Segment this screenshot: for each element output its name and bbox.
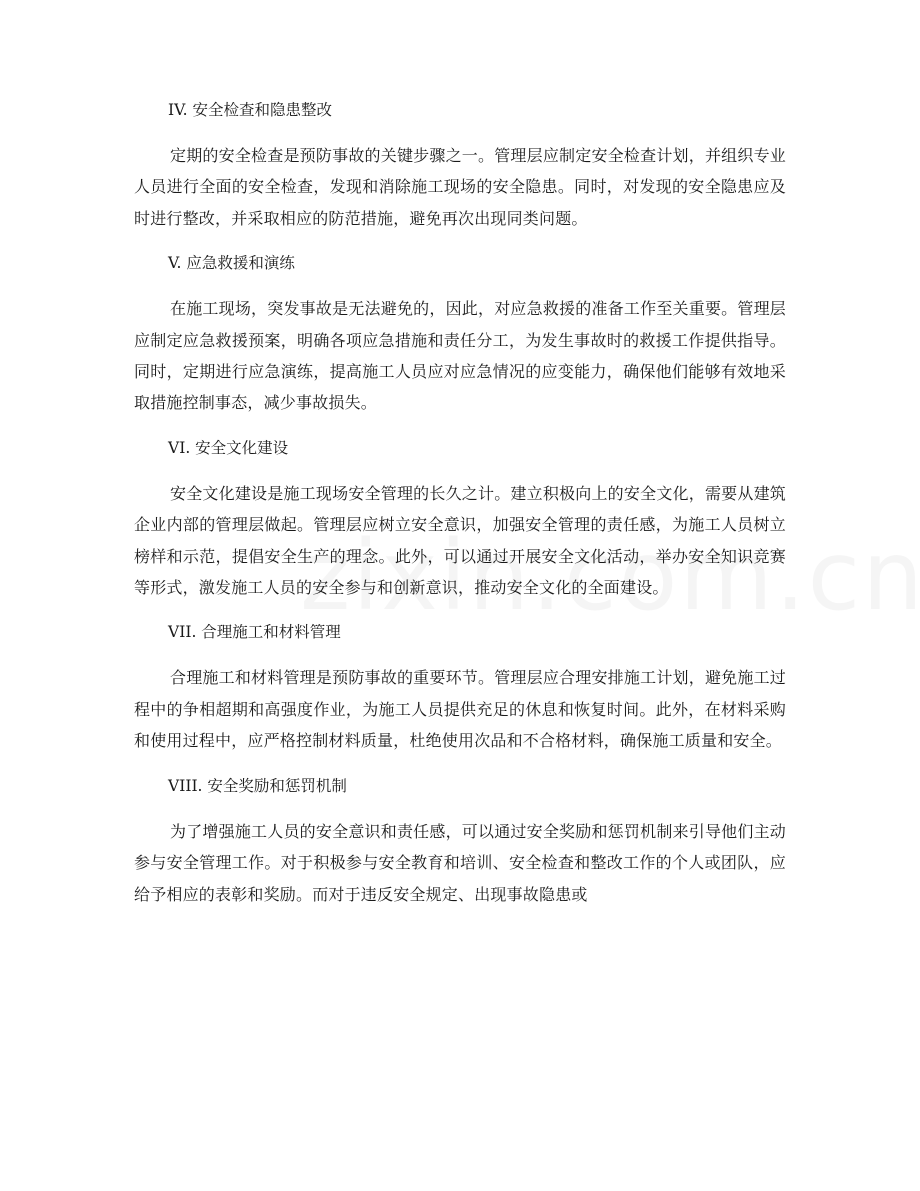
section-heading-vi: VI. 安全文化建设	[168, 438, 289, 457]
section-body-vii: 合理施工和材料管理是预防事故的重要环节。管理层应合理安排施工计划，避免施工过程中的争相超期和高强度作业，为施工人员提供充足的休息和恢复时间。此外，在材料采购和使用过程中，应严格控制材料质量，杜绝使用次品和不合格材料，确保施工质量和安全。	[134, 668, 786, 751]
document-page	[134, 100, 786, 910]
section-heading-vii: VII. 合理施工和材料管理	[168, 623, 341, 642]
section-body-v: 在施工现场，突发事故是无法避免的，因此，对应急救援的准备工作至关重要。管理层应制定应急救援预案，明确各项应急措施和责任分工，为发生事故时的救援工作提供指导。同时，定期进行应急演练，提高施工人员应对应急情况的应变能力，确保他们能够有效地采取措施控制事态，减少事故损失。	[134, 299, 786, 413]
section-heading-viii: VIII. 安全奖励和惩罚机制	[168, 776, 347, 795]
section-heading-v: V. 应急救援和演练	[168, 254, 295, 273]
section-body-viii: 为了增强施工人员的安全意识和责任感，可以通过安全奖励和惩罚机制来引导他们主动参与安全管理工作。对于积极参与安全教育和培训、安全检查和整改工作的个人或团队，应给予相应的表彰和奖励。而对于违反安全规定、出现事故隐患或	[134, 821, 786, 904]
section-body-iv: 定期的安全检查是预防事故的关键步骤之一。管理层应制定安全检查计划，并组织专业人员进行全面的安全检查，发现和消除施工现场的安全隐患。同时，对发现的安全隐患应及时进行整改，并采取相应的防范措施，避免再次出现同类问题。	[134, 146, 786, 228]
section-body-vi: 安全文化建设是施工现场安全管理的长久之计。建立积极向上的安全文化，需要从建筑企业内部的管理层做起。管理层应树立安全意识，加强安全管理的责任感，为施工人员树立榜样和示范，提倡安全生产的理念。此外，可以通过开展安全文化活动，举办安全知识竞赛等形式，激发施工人员的安全参与和创新意识，推动安全文化的全面建设。	[134, 483, 786, 598]
section-heading-iv: IV. 安全检查和隐患整改	[168, 101, 332, 119]
